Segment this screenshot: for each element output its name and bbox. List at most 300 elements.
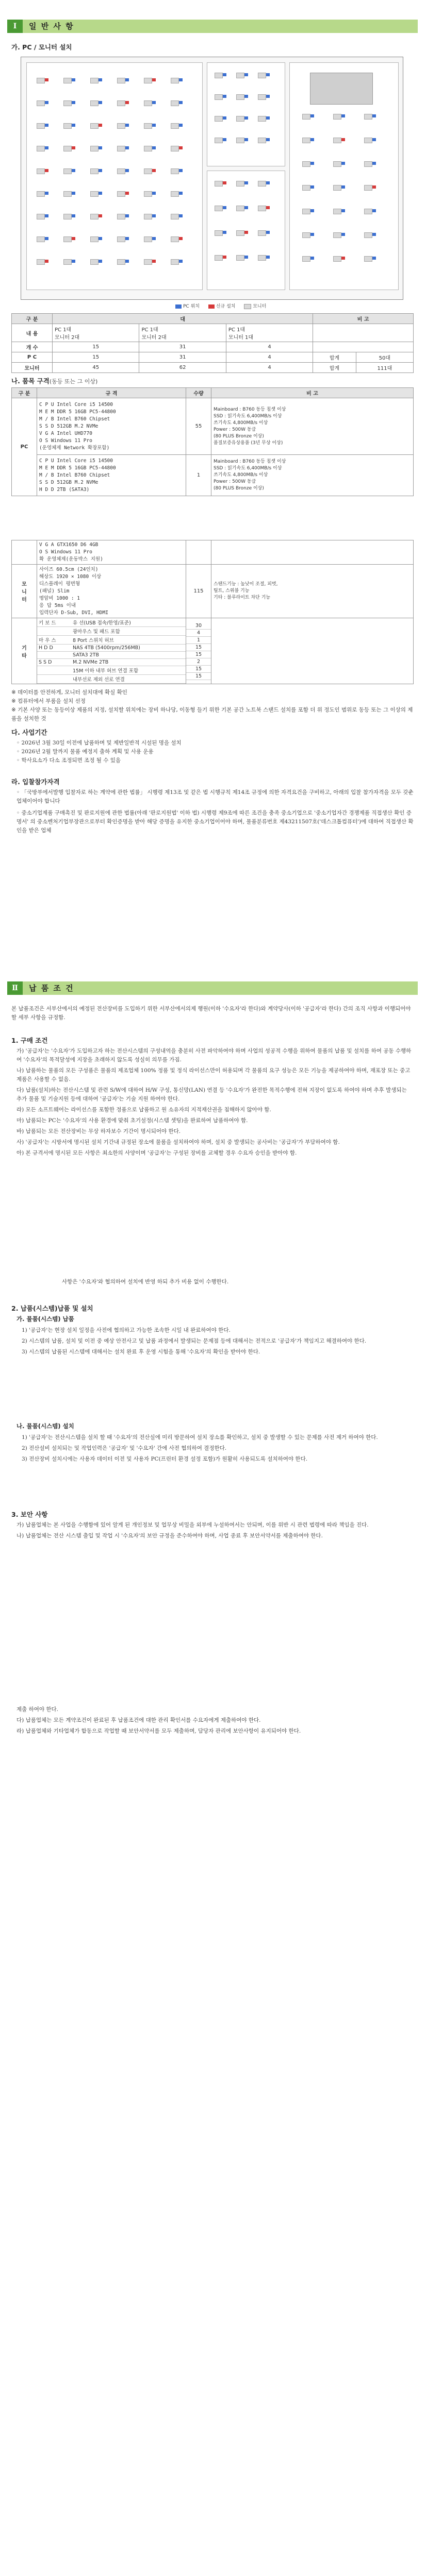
closing-item: 다) 납품업체는 모든 계약조건이 완료된 후 납품조건에 대한 관리 확인서를 수요자에게 제출하여야 한다. [17, 1717, 261, 1723]
etc-label: H D D [37, 645, 71, 652]
condition-item: 사) '공급자'는 시방서에 명시된 설치 기간내 규정된 장소에 물품을 설치하여야 하며, 설치 중 발생되는 공사비는 '공급자'가 부담하여야 함. [17, 1139, 340, 1145]
spec-line: (운영체제 Network 확장포함) [39, 445, 110, 451]
etc-row [37, 666, 186, 675]
pc-marker [244, 138, 248, 141]
spec-line: 사이즈 60.5cm (24인치) [39, 566, 99, 572]
pc-marker [72, 260, 75, 263]
etc-qty-row [186, 636, 211, 643]
desk [302, 256, 310, 262]
new-install-marker [372, 185, 376, 189]
count-cell: PC 1대 모니터 2대 [53, 324, 139, 342]
desk [258, 138, 266, 143]
desk [258, 181, 266, 187]
count-cell: 31 [139, 342, 226, 352]
pc-marker [341, 162, 345, 165]
pc-marker [179, 192, 183, 195]
pc-marker [179, 78, 183, 81]
pc-marker [45, 214, 48, 217]
desk [90, 214, 99, 219]
closing-list [17, 1705, 414, 1736]
spec-note-line: (80 PLUS Bronze 이상) [214, 486, 264, 491]
new-install-marker [45, 260, 48, 263]
subsection-title [11, 376, 97, 385]
subsection-title: 1. 구매 조건 [11, 1037, 48, 1044]
count-cell: 4 [226, 342, 313, 352]
desk [117, 146, 125, 151]
pc-marker [72, 78, 75, 81]
spec-qty: 115 [186, 565, 211, 618]
desk [37, 236, 45, 242]
desk [236, 73, 244, 78]
etc-qty-row [186, 643, 211, 651]
pc-marker [152, 146, 156, 149]
qualification-item: ◦ 중소기업제품 구매촉진 및 판로지원에 관한 법률(아래 '판로지원법' 이하 법) 시행령 제9조에 따른 조건을 충족 중소기업으로 '중소기업자간 경쟁제품 직접생산 확인 증명서' 의 중소벤처기업부장관으로부터 확인증명을 받아 해당 증명을 유지한 중소기업이어야 하며, 물품분류번호 제43211507호('데스크톱컴퓨터')에 대하여 직접생산 확인을 받은 업체 [17, 810, 414, 834]
desk [236, 94, 244, 100]
pc-marker [45, 101, 48, 104]
etc-row [37, 627, 186, 636]
pc-marker [45, 192, 48, 195]
desk [90, 236, 99, 242]
etc-spec: 광마우스 및 패드 포함 [71, 627, 186, 636]
desk [144, 236, 152, 242]
new-install-marker [72, 237, 75, 240]
spec-group: 기 타 [12, 618, 37, 684]
desk [37, 78, 45, 83]
pc-marker [125, 169, 129, 172]
count-cell: PC 1대 모니터 2대 [139, 324, 226, 342]
pc-marker [244, 73, 248, 76]
new-install-marker [99, 214, 102, 217]
spec-note-line: 스탠드기능 : 높낮이 조절, 피벗, [214, 582, 278, 587]
pc-marker [266, 116, 270, 120]
desk [117, 236, 125, 242]
new-install-marker [45, 169, 48, 172]
pc-marker [179, 260, 183, 263]
legend-new: 신규 설치 [216, 304, 236, 309]
spec-line: 명암비 1000 : 1 [39, 595, 80, 601]
desk [144, 123, 152, 129]
desk [364, 256, 372, 262]
desk [302, 161, 310, 167]
spec-table [11, 387, 414, 496]
install-item: 2) 전산설비 설치되는 및 작업인력은 '공급자' 및 '수요자' 간에 사전 협의하여 결정한다. [22, 1445, 227, 1451]
spec-line: M / B Intel B760 Chipset [39, 472, 110, 478]
spec-note [211, 455, 414, 496]
pc-marker [152, 124, 156, 127]
desk [215, 255, 223, 261]
pc-marker [223, 138, 226, 141]
desk [364, 138, 372, 143]
condition-item: 아) 본 규격서에 명시된 모든 사항은 최소한의 사양이며 '공급자'는 구성된 장비를 교체할 경우 수요자 승인을 받아야 함. [17, 1150, 297, 1156]
desk [63, 168, 72, 174]
pc-marker [244, 206, 248, 209]
desk [333, 185, 341, 191]
pc-marker [99, 237, 102, 240]
spec-note-line: Mainboard : B760 동등 칩셋 이상 [214, 459, 286, 464]
etc-table [37, 618, 186, 684]
desk [302, 185, 310, 191]
desk [236, 230, 244, 236]
desk [117, 259, 125, 265]
footnote: ※ 데이터를 안전하게, 모니터 설치대에 확실 확인 [11, 689, 127, 696]
spec-qty: 1 [186, 455, 211, 496]
spec-note [211, 565, 414, 618]
desk [171, 191, 179, 197]
spec-lines [37, 565, 186, 618]
pc-marker [152, 237, 156, 240]
desk [90, 191, 99, 197]
delivery-list [22, 1326, 414, 1357]
spec-line: O S Windows 11 Pro [39, 437, 92, 444]
pc-marker [266, 73, 270, 76]
section-title: 납 품 조 건 [29, 984, 74, 993]
new-install-marker [223, 256, 226, 259]
subsection-title: 다. 사업기간 [11, 728, 47, 736]
install-item: 3) 전산장비 설치시에는 사용자 데이터 이전 및 사용자 PC(프린터 환경 설정 포함)가 원활히 사용되도록 설치하여야 한다. [22, 1456, 308, 1462]
etc-spec: 15M 이하 내부 허브 연결 포함 [71, 666, 186, 675]
desk [90, 100, 99, 106]
count-cell: 내 용 [12, 324, 53, 342]
etc-qty-row [186, 651, 211, 658]
desk [144, 214, 152, 219]
closing-item: 라) 납품업체와 기타업체가 합동으로 작업할 때 보안서약서를 모두 제출하며, 담당자 관리에 보안사항이 유지되어야 한다. [17, 1728, 301, 1734]
period-item: ◦ 학사요소가 다소 조정되면 조정 될 수 있음 [17, 757, 121, 764]
subsection-title: 라. 입찰참가자격 [11, 778, 60, 786]
pc-marker [244, 181, 248, 184]
desk [144, 191, 152, 197]
spec-header: 구 분 [12, 388, 37, 398]
pc-marker [179, 101, 183, 104]
pc-marker [372, 209, 376, 212]
etc-qty: 15 [186, 651, 211, 658]
spec-note-line: SSD : 읽기속도 6,400MB/s 이상 [214, 413, 282, 419]
count-cell: 62 [139, 363, 226, 373]
desk [236, 138, 244, 143]
subsection-title: 2. 납품(시스템)납품 및 설치 [11, 1304, 93, 1312]
etc-spec: NAS 4TB (5400rpm/256MB) [71, 645, 186, 652]
desk [333, 256, 341, 262]
pc-marker [72, 101, 75, 104]
pc-marker [266, 95, 270, 98]
spec-line: C P U Intel Core i5 14500 [39, 401, 113, 408]
count-cell: 4 [226, 352, 313, 363]
desk [63, 123, 72, 129]
delivery-item: 2) 시스템의 납품, 설치 및 이전 중 예상 안전사고 및 납품 과정에서 발생되는 문제점 등에 대해서는 전적으로 '공급자'가 책임지고 해결하여야 한다. [22, 1338, 367, 1344]
qualification-list [17, 788, 414, 835]
spec-header: 규 격 [37, 388, 186, 398]
new-install-marker [179, 237, 183, 240]
pc-marker [99, 192, 102, 195]
new-install-marker [152, 260, 156, 263]
spec-line: 응 답 5ms 이내 [39, 602, 76, 608]
subsection-title: 3. 보안 사항 [11, 1511, 48, 1518]
security-list [17, 1521, 414, 1540]
new-install-marker [266, 206, 270, 209]
new-install-marker [341, 138, 345, 141]
spec-footnotes [11, 688, 414, 723]
floor-plan [21, 57, 403, 300]
desk [171, 259, 179, 265]
spec-note-line: SSD : 읽기속도 6,400MB/s 이상 [214, 466, 282, 471]
condition-item: 다) 납품(설치)하는 전산시스템 및 관련 S/W에 대하여 H/W 구성, 통신망(LAN) 연결 등 '수요자'가 완전한 목적수행에 전혀 지장이 없도록 하여야 하며 추후 발생되는 추가 물품 및 기술지원 등에 대하여 '공급자'는 기술 지원 하여야 한다. [17, 1087, 407, 1102]
pc-marker [266, 138, 270, 141]
section-title: 일 반 사 항 [29, 22, 74, 31]
etc-items [37, 618, 186, 684]
new-install-marker [152, 169, 156, 172]
etc-qtys [186, 618, 211, 684]
desk [333, 209, 341, 214]
etc-qty: 30 [186, 622, 211, 630]
pc-marker [99, 78, 102, 81]
desk [63, 146, 72, 151]
desk [258, 255, 266, 261]
desk [90, 78, 99, 83]
spec-line: S S D 512GB M.2 NVMe [39, 479, 99, 485]
pc-marker [99, 260, 102, 263]
pc-marker [72, 169, 75, 172]
desk [215, 206, 223, 211]
desk [144, 78, 152, 83]
new-install-marker [125, 101, 129, 104]
pc-marker [372, 162, 376, 165]
etc-row [37, 618, 186, 627]
etc-qty-row [186, 665, 211, 672]
desk [302, 138, 310, 143]
spec-lines [37, 398, 186, 455]
spec-note-line: 틸트, 스위블 기능 [214, 588, 250, 594]
etc-qty: 15 [186, 672, 211, 680]
desk [117, 191, 125, 197]
spec-line: 입력단자 D-Sub, DVI, HDMI [39, 609, 108, 616]
desk [90, 123, 99, 129]
spec-header: 비 고 [211, 388, 414, 398]
condition-item: 가) '공급자'는 '수요자'가 도입하고자 하는 전산시스템의 구성내역을 충분히 사전 파악하여야 하며 사업의 성공적 수행을 위하여 물품의 납품 및 설치를 하여 공동 수행하여 '수요자'의 목적달성에 지장을 초래하지 않도록 성실히 의무를 가짐. [17, 1048, 412, 1063]
etc-spec: 내부선로 제외 선로 연결 [71, 675, 186, 684]
security-item: 가) 납품업체는 본 사업을 수행함에 있어 알게 된 개인정보 및 업무상 비밀을 외부에 누설하여서는 안되며, 이를 위반 시 관련 법령에 따라 책임을 진다. [17, 1522, 369, 1528]
desk [37, 168, 45, 174]
pc-marker [310, 209, 314, 212]
pc-marker [125, 237, 129, 240]
desk [144, 259, 152, 265]
pc-marker [310, 162, 314, 165]
desk [236, 255, 244, 261]
section-number: Ⅱ [7, 981, 23, 995]
etc-qty: 2 [186, 658, 211, 665]
spec-subtitle: (동등 또는 그 이상) [49, 378, 98, 385]
count-cell: 합계 [313, 352, 356, 363]
pc-marker [99, 101, 102, 104]
spec-note [211, 398, 414, 455]
desk [117, 168, 125, 174]
subsection-title: 가. PC / 모니터 설치 [11, 43, 72, 51]
spec-table-continued [11, 540, 414, 684]
etc-qty: 4 [186, 629, 211, 636]
desk [37, 214, 45, 219]
desk [364, 232, 372, 238]
spec-note-line: 품질보증유상용품 (3년 무상 이상) [214, 440, 283, 446]
desk [236, 206, 244, 211]
count-cell: PC 1대 모니터 1대 [226, 324, 313, 342]
pc-marker [99, 169, 102, 172]
desk [258, 94, 266, 100]
legend-pc: PC 위치 [183, 304, 200, 309]
install-note: 사항은 '수요자'와 협의하여 설치에 반영 하되 추가 비용 없이 수행한다. [62, 1279, 229, 1285]
pc-marker [152, 101, 156, 104]
desk [37, 100, 45, 106]
count-cell: 50대 [356, 352, 413, 363]
desk [37, 123, 45, 129]
spec-line: (패널) Slim [39, 588, 70, 594]
desk [171, 100, 179, 106]
pc-marker [179, 124, 183, 127]
install-item: 1) '공급자'는 전산시스템을 설치 할 때 '수요자'의 전산실에 미리 방문하여 설치 장소를 확인하고, 설치 중 발생할 수 있는 문제를 사전 제거 하여야 한다. [22, 1434, 378, 1440]
new-install-marker [179, 146, 183, 149]
footnote: ※ 기본 사양 또는 동등이상 제품의 지정, 설치할 위치에는 장비 하나당, 이동형 들기 위한 기본 공간 노트북 스탠드 설치를 포함 더 위 정도인 범위로 동등 또는 그 이상의 제품을 설치한 것 [11, 707, 413, 722]
subsection-title: 가. 물품(시스템) 납품 [17, 1315, 74, 1323]
desk [37, 191, 45, 197]
spec-line: H D D 2TB (SATA3) [39, 486, 90, 493]
pc-marker [266, 256, 270, 259]
desk [63, 78, 72, 83]
count-cell: 15 [53, 352, 139, 363]
delivery-item: 3) 시스템의 납품된 시스템에 대해서는 설치 완료 후 운영 시험을 통해 '수요자'의 확인을 받아야 한다. [22, 1349, 260, 1355]
count-table [11, 313, 414, 373]
condition-item: 라) 모든 소프트웨어는 라이선스를 포함한 정품으로 납품하고 원 소유자의 지적재산권을 침해하지 않아야 함. [17, 1107, 271, 1113]
count-cell: 모니터 [12, 363, 53, 373]
pc-marker [45, 146, 48, 149]
pc-marker [310, 114, 314, 117]
condition-item: 나) 납품하는 물품의 모든 구성품은 물품의 제조업체 100% 정품 및 정식 라이선스만이 허용되며 각 물품의 요구 성능은 모든 기능을 제공하여야 하며, 재포장 또는 중고제품은 사용할 수 없음. [17, 1067, 411, 1082]
pc-marker [244, 95, 248, 98]
new-install-marker [223, 181, 226, 184]
pc-marker [341, 209, 345, 212]
pc-marker [266, 231, 270, 234]
section-intro: 본 납품조건은 서부산에서의 예정된 전산장비를 도입하기 위한 서부산에서의제 행원(이하 '수요자'라 한다)와 계약당사(이하 '공급자'라 한다) 간의 조직 사항과 이행되어야 할 세부 사항을 규정함. [11, 1006, 411, 1021]
spec-group: 모 니 터 [12, 565, 37, 618]
pc-marker [125, 124, 129, 127]
desk [215, 138, 223, 143]
pc-marker [310, 138, 314, 141]
etc-spec: SATA3 2TB [71, 652, 186, 659]
spec-note-line: Power : 500W 동급 [214, 479, 256, 484]
period-item: ◦ 2026년 2월 말까지 물품 예정지 출하 계획 및 사용 운용 [17, 749, 154, 755]
etc-label [37, 627, 71, 636]
new-install-marker [341, 257, 345, 260]
desk [364, 161, 372, 167]
desk [215, 181, 223, 187]
pc-marker [45, 124, 48, 127]
count-header: 구 분 [12, 314, 53, 324]
pc-marker [72, 214, 75, 217]
etc-spec: 유 선(USB 접속/한영/표준) [71, 618, 186, 627]
count-cell: 111대 [356, 363, 413, 373]
pc-marker [223, 231, 226, 234]
floor-legend [175, 302, 273, 309]
condition-item: 마) 납품되는 PC는 '수요자'의 사용 환경에 맞춰 초기설정(시스템 셋팅)을 완료하여 납품하여야 함. [17, 1117, 248, 1124]
desk [258, 206, 266, 211]
spec-line: 확 운영체제(운동박스 지원) [39, 556, 103, 562]
spec-line: 해상도 1920 × 1080 이상 [39, 573, 102, 580]
etc-qty: 1 [186, 636, 211, 643]
spec-header: 수량 [186, 388, 211, 398]
spec-note-line: Power : 500W 동급 [214, 427, 256, 432]
desk [364, 114, 372, 120]
pc-marker [152, 192, 156, 195]
spec-note-line: (80 PLUS Bronze 이상) [214, 433, 264, 439]
etc-spec: M.2 NVMe 2TB [71, 659, 186, 666]
spec-note-line: 기타 : 블루라이트 차단 기능 [214, 595, 271, 600]
desk [302, 232, 310, 238]
spec-line: M / B Intel B760 Chipset [39, 416, 110, 422]
desk [171, 214, 179, 219]
count-cell: P C [12, 352, 53, 363]
security-item: 나) 납품업체는 전산 시스템 출입 및 작업 시 '수요자'의 보안 규정을 준수하여야 하며, 사업 종료 후 보안서약서를 제출하여야 한다. [17, 1533, 323, 1539]
period-list [17, 739, 414, 765]
section-header [7, 981, 418, 995]
spec-note-line: 쓰기속도 4,800MB/s 이상 [214, 420, 268, 426]
etc-row [37, 645, 186, 652]
desk [117, 214, 125, 219]
etc-qty: 15 [186, 643, 211, 651]
count-cell: 개 수 [12, 342, 53, 352]
pc-marker [72, 192, 75, 195]
pc-marker [341, 233, 345, 236]
desk [90, 259, 99, 265]
pc-marker [266, 181, 270, 184]
pc-marker [341, 185, 345, 189]
pc-marker [179, 214, 183, 217]
spec-note-line: Mainboard : B760 동등 칩셋 이상 [214, 406, 286, 412]
count-header: 비 고 [313, 314, 414, 324]
section-number: Ⅰ [7, 20, 23, 33]
spec-line: M E M DDR 5 16GB PC5-44800 [39, 409, 116, 415]
desk [117, 123, 125, 129]
pc-marker [310, 257, 314, 260]
pc-marker [152, 214, 156, 217]
desk [63, 214, 72, 219]
etc-label [37, 666, 71, 675]
desk [37, 146, 45, 151]
spec-line: 디스플레이 평면형 [39, 581, 80, 587]
desk [171, 146, 179, 151]
pc-marker [223, 116, 226, 120]
desk [258, 73, 266, 78]
spec-note-line: 쓰기속도 4,800MB/s 이상 [214, 472, 268, 478]
desk [215, 73, 223, 78]
pc-marker [125, 214, 129, 217]
etc-qty: 15 [186, 665, 211, 672]
etc-qty-row [186, 658, 211, 665]
desk [215, 94, 223, 100]
footnote: ※ 컴퓨터에서 부품을 설치 선정 [11, 698, 86, 704]
spec-line: S S D 512GB M.2 NVMe [39, 423, 99, 429]
desk [364, 209, 372, 214]
pc-marker [244, 256, 248, 259]
count-cell: 31 [139, 352, 226, 363]
spec-group: PC [12, 398, 37, 496]
pc-marker [223, 95, 226, 98]
photo-panel [310, 73, 373, 105]
spec-qty: 55 [186, 398, 211, 455]
room-left [26, 62, 203, 290]
desk [333, 161, 341, 167]
desk [117, 100, 125, 106]
desk [144, 146, 152, 151]
desk [215, 230, 223, 236]
etc-row [37, 652, 186, 659]
desk [63, 259, 72, 265]
etc-qty-row [186, 622, 211, 630]
